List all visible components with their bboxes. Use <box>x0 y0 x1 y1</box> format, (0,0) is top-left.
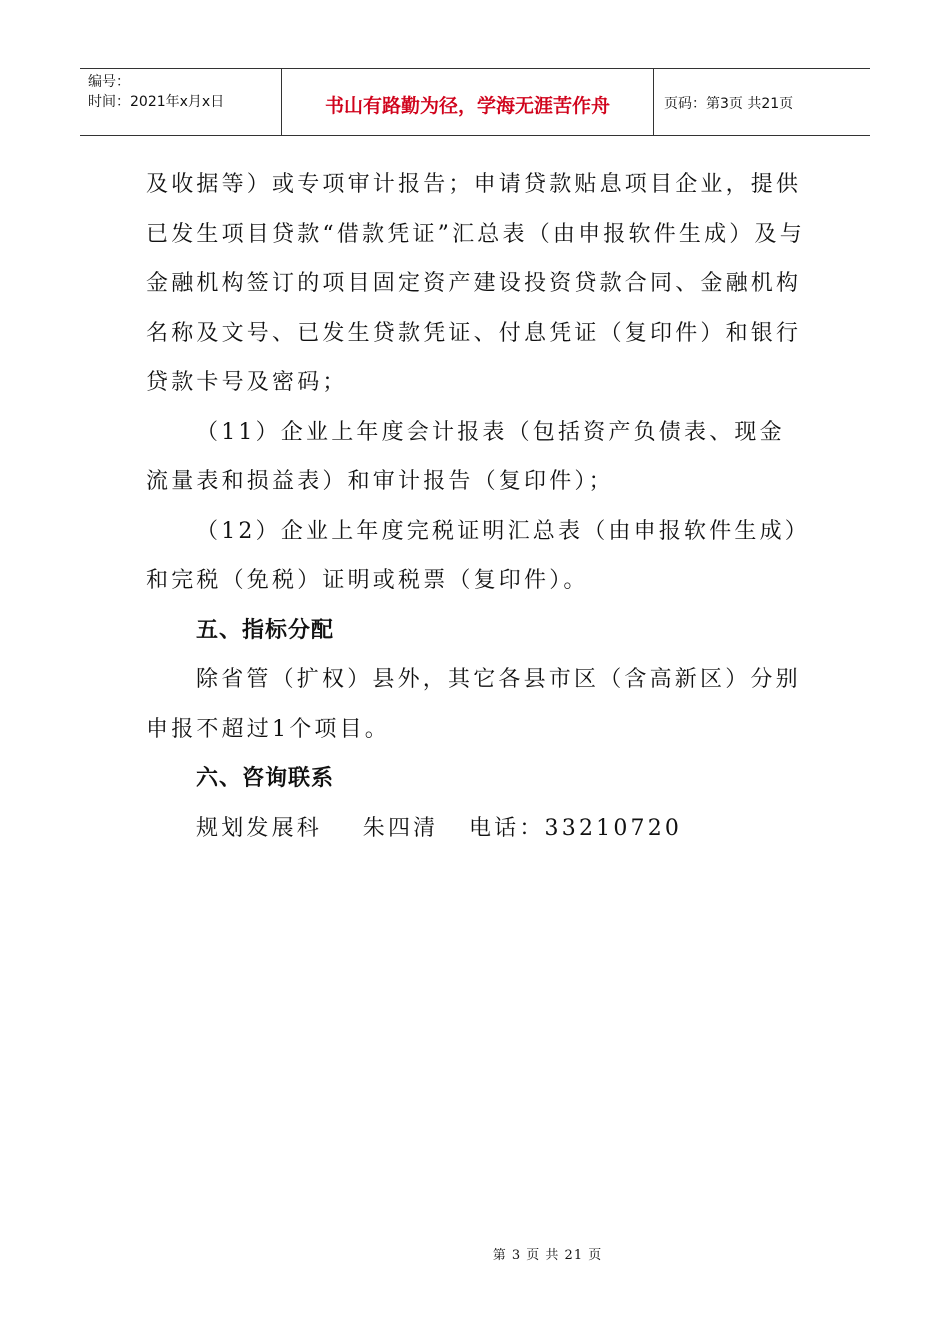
section-five-text: 除省管（扩权）县外，其它各县市区（含高新区）分别申报不超过1个项目。 <box>146 667 801 742</box>
header-page-info: 页码：第3页 共21页 <box>664 96 794 112</box>
section-five-title: 五、指标分配 <box>196 617 335 643</box>
section-six-title: 六、咨询联系 <box>196 766 335 791</box>
header-motto: 书山有路勤为径，学海无涯苦作舟 <box>282 69 654 135</box>
document-time-label: 时间：2021年x月x日 <box>88 94 225 110</box>
document-header <box>80 68 870 136</box>
header-meta-cell <box>80 69 282 135</box>
document-body <box>146 160 806 853</box>
paragraph-item-11: （11）企业上年度会计报表（包括资产负债表、现金流量表和损益表）和审计报告（复印件）； <box>146 419 785 494</box>
paragraph-item-12: （12）企业上年度完税证明汇总表（由申报软件生成）和完税（免税）证明或税票（复印件）。 <box>146 518 799 593</box>
page-footer: 第 3 页 共 21 页 <box>492 1248 603 1263</box>
paragraph-materials: 及收据等）或专项审计报告；申请贷款贴息项目企业，提供已发生项目贷款“借款凭证”汇总表（由申报软件生成）及与金融机构签订的项目固定资产建设投资贷款合同、金融机构名称及文号、已发生贷款凭证、付息凭证（复印件）和银行贷款卡号及密码； <box>146 172 805 395</box>
section-six-contact: 规划发展科 朱四清 电话：33210720 <box>196 815 683 841</box>
document-number-label: 编号： <box>88 74 130 90</box>
